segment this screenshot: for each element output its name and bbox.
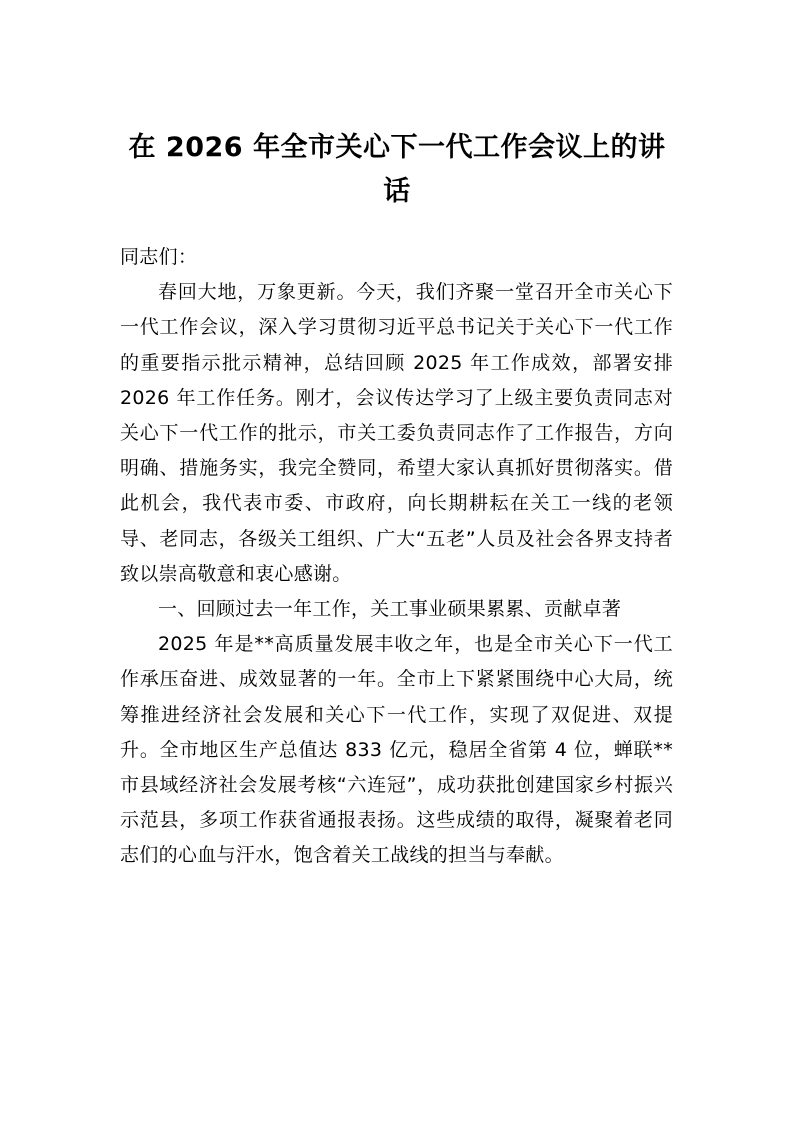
salutation: 同志们： (120, 246, 198, 268)
section-heading: 一、回顾过去一年工作，关工事业硕果累累、贡献卓著 (158, 598, 622, 621)
document-title: 在 2026 年全市关心下一代工作会议上的讲话 (128, 132, 666, 207)
section-paragraph: 2025 年是**高质量发展丰收之年，也是全市关心下一代工作承压奋进、成效显著的一年。全市上下紧紧围绕中心大局，统筹推进经济社会发展和关心下一代工作，实现了双促进、双提升。全市地区生产总值达 833 亿元，稳居全省第 4 位，蝉联**市县域经济社会发展考核“六连冠”，成功获批创建国家乡村振兴示范县，多项工作获省通报表扬。这些成绩的取得，凝聚着老同志们的心血与汗水，饱含着关工战线的担当与奉献。 (120, 633, 673, 867)
document-body (120, 240, 673, 874)
opening-paragraph: 春回大地，万象更新。今天，我们齐聚一堂召开全市关心下一代工作会议，深入学习贯彻习近平总书记关于关心下一代工作的重要指示批示精神，总结回顾 2025 年工作成效，部署安排 2026 年工作任务。刚才，会议传达学习了上级主要负责同志对关心下一代工作的批示，市关工委负责同志作了工作报告，方向明确、措施务实，我完全赞同，希望大家认真抓好贯彻落实。借此机会，我代表市委、市政府，向长期耕耘在关工一线的老领导、老同志，各级关工组织、广大“五老”人员及社会各界支持者致以崇高敬意和衷心感谢。 (120, 281, 673, 585)
